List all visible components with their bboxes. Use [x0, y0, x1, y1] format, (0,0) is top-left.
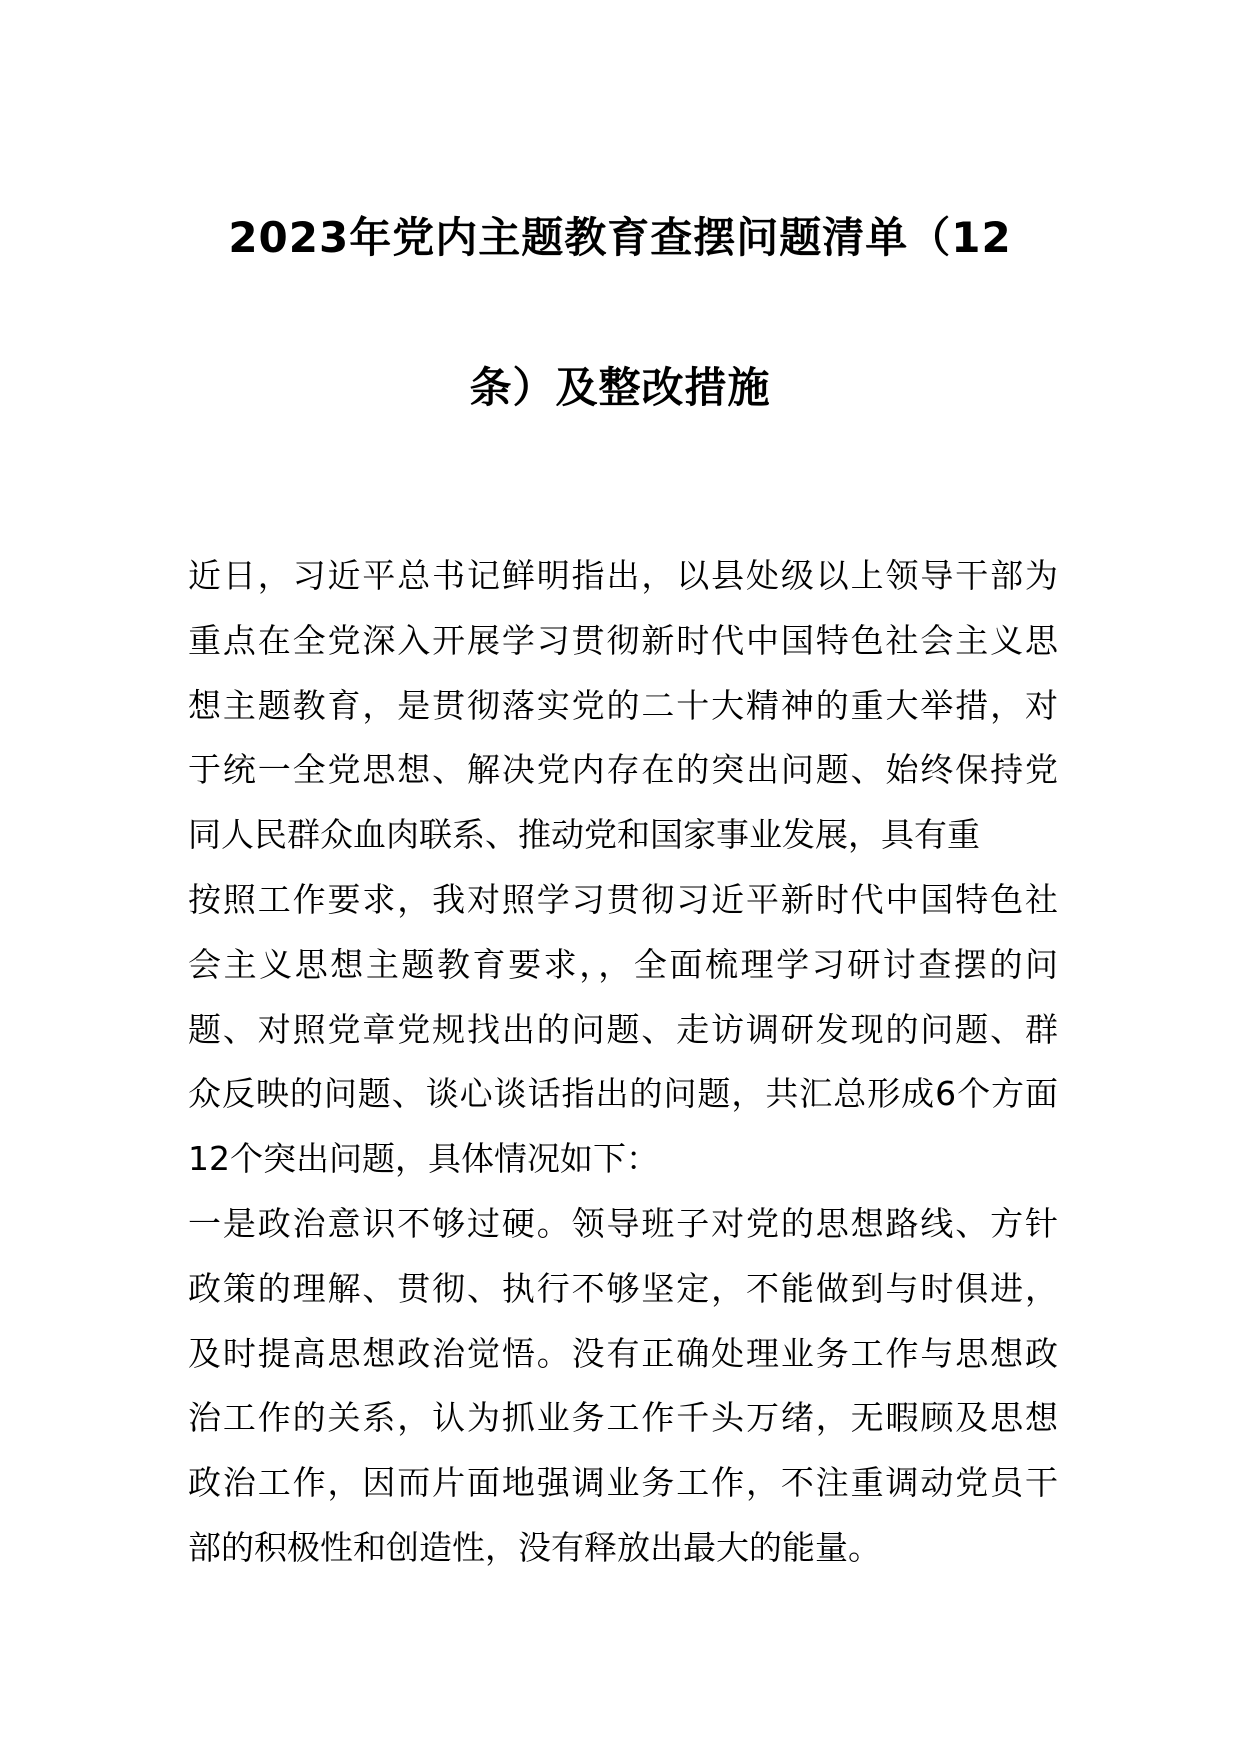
- paragraph-requirements: [188, 868, 1058, 1192]
- document-title-line-2: 条）及整改措施: [469, 363, 771, 412]
- paragraph-line: 一是政治意识不够过硬。领导班子对党的思想路线、方针: [188, 1204, 1058, 1243]
- paragraph-line: 想主题教育，是贯彻落实党的二十大精神的重大举措，对: [188, 685, 1058, 725]
- paragraph-line: 众反映的问题、谈心谈话指出的问题，共汇总形成6个方面: [188, 1074, 1058, 1114]
- document-title-line-1: 2023年党内主题教育查摆问题清单（12: [228, 213, 1012, 262]
- paragraph-line: 近日，习近平总书记鲜明指出，以县处级以上领导干部为: [188, 556, 1058, 595]
- paragraph-line: 同人民群众血肉联系、推动党和国家事业发展，具有重: [188, 815, 980, 855]
- paragraph-line: 重点在全党深入开展学习贯彻新时代中国特色社会主义思: [188, 620, 1058, 660]
- paragraph-line: 按照工作要求，我对照学习贯彻习近平新时代中国特色社: [188, 880, 1058, 919]
- paragraph-issue-1: [188, 1192, 1058, 1581]
- paragraph-line: 题、对照党章党规找出的问题、走访调研发现的问题、群: [188, 1009, 1058, 1049]
- paragraph-line: 政策的理解、贯彻、执行不够坚定，不能做到与时俱进，: [188, 1268, 1058, 1308]
- paragraph-line: 12个突出问题，具体情况如下：: [188, 1139, 659, 1179]
- paragraph-line: 治工作的关系，认为抓业务工作千头万绪，无暇顾及思想: [188, 1398, 1058, 1438]
- paragraph-line: 于统一全党思想、解决党内存在的突出问题、始终保持党: [188, 750, 1058, 790]
- paragraph-intro: [188, 544, 1058, 868]
- paragraph-line: 及时提高思想政治觉悟。没有正确处理业务工作与思想政: [188, 1333, 1058, 1373]
- paragraph-line: 政治工作，因而片面地强调业务工作，不注重调动党员干: [188, 1463, 1058, 1503]
- paragraph-line: 部的积极性和创造性，没有释放出最大的能量。: [188, 1527, 881, 1567]
- paragraph-line: 会主义思想主题教育要求，，全面梳理学习研讨查摆的问: [188, 944, 1058, 984]
